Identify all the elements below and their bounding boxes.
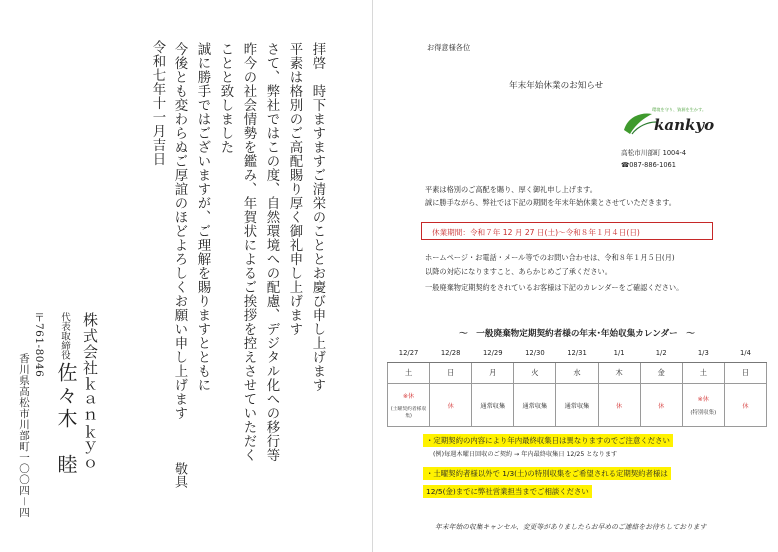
calendar-status-cell	[514, 384, 556, 427]
kankyo-logo	[618, 104, 728, 144]
calendar-status: 通常収集	[522, 402, 548, 410]
calendar-status: 休	[447, 402, 454, 410]
calendar-status-cell	[388, 384, 430, 427]
calendar-date: 12/29	[472, 344, 514, 363]
calendar-weekday: 日	[430, 363, 472, 384]
calendar-weekday: 月	[472, 363, 514, 384]
calendar-date: 12/31	[556, 344, 598, 363]
calendar-note-3: 12/5(金)までに弊社営業担当までご相談ください	[423, 485, 592, 498]
company-name: 株式会社ｋａｎｋｙｏ	[81, 312, 99, 472]
calendar-note-2: ・土曜契約者様以外で 1/3(土)の特別収集をご希望される定期契約者様は	[423, 467, 671, 480]
calendar-status-cell	[556, 384, 598, 427]
notice-phone: ☎087-886-1061	[621, 161, 676, 169]
salutation: お得意様各位	[427, 43, 471, 52]
calendar-status-cell	[598, 384, 640, 427]
letter-closing: 敬具	[172, 462, 187, 488]
calendar-weekday: 土	[388, 363, 430, 384]
calendar-status: ※休	[697, 396, 709, 403]
holiday-period-box	[421, 222, 713, 240]
notice-title: 年末年始休業のお知らせ	[509, 81, 604, 91]
notice-address: 高松市川部町 1004-4	[621, 149, 687, 157]
letter-line-4: 昨今の社会情勢を鑑み、年賀状によるご挨拶を控えさせていただく	[241, 42, 256, 462]
greeting-letter-page	[0, 0, 373, 552]
letter-line-2: 平素は格別のご高配賜り厚く御礼申し上げます	[287, 42, 302, 336]
letter-line-3: さて、弊社ではこの度、自然環境への配慮、デジタル化への移行等	[264, 42, 279, 462]
calendar-date: 12/27	[388, 344, 430, 363]
calendar-status: 休	[658, 402, 665, 410]
calendar-status: 休	[742, 402, 749, 410]
calendar-date: 1/3	[682, 344, 724, 363]
calendar-status-cell	[430, 384, 472, 427]
representative-title: 代表取締役	[59, 312, 70, 360]
calendar-date: 12/28	[430, 344, 472, 363]
calendar-weekday: 金	[640, 363, 682, 384]
letter-line-7: 今後とも変わらぬご厚誼のほどよろしくお願い申し上げます	[172, 42, 187, 420]
calendar-weekday: 日	[724, 363, 766, 384]
calendar-status: ※休	[402, 393, 415, 400]
calendar-status-note: (特別収集)	[690, 410, 717, 416]
calendar-status-cell	[640, 384, 682, 427]
letter-line-1: 拝啓 時下ますますご清栄のこととお慶び申し上げます	[310, 42, 325, 392]
calendar-status-note: (土曜契約者様収集)	[390, 407, 427, 419]
calendar-status-cell	[724, 384, 766, 427]
representative-name: 佐々木 睦	[54, 362, 78, 477]
collection-calendar	[387, 344, 767, 427]
notice-body-5: 一般廃棄物定期契約をされているお客様は下記のカレンダーをご確認ください。	[425, 283, 684, 292]
calendar-weekday: 木	[598, 363, 640, 384]
letter-line-6: 誠に勝手ではございますが、ご理解を賜りますとともに	[195, 42, 210, 392]
calendar-date: 1/4	[724, 344, 766, 363]
postal-code: 〒761-8046	[33, 312, 45, 378]
calendar-status-cell	[472, 384, 514, 427]
calendar-status: 通常収集	[480, 402, 506, 410]
holiday-notice-page	[373, 0, 778, 552]
logo-tagline: 環境を守り、資源を生かす。	[652, 107, 707, 112]
holiday-period-text: 休業期間：令和７年 12 月 27 日(土)～令和８年１月４日(日)	[432, 228, 640, 237]
calendar-note-example: (例)毎週木曜日回収のご契約 → 年内最終収集日 12/25 となります	[433, 451, 618, 458]
calendar-weekday: 土	[682, 363, 724, 384]
logo-wordmark: kankyo	[654, 116, 715, 134]
calendar-date: 12/30	[514, 344, 556, 363]
notice-body-4: 以降の対応になりますこと、あらかじめご了承ください。	[425, 267, 612, 276]
calendar-title: ～ 一般廃棄物定期契約者様の年末･年始収集カレンダー ～	[459, 329, 695, 339]
calendar-status: 休	[616, 402, 623, 410]
company-address: 香川県高松市川部町一〇〇四－四	[18, 353, 30, 518]
notice-body-2: 誠に勝手ながら、弊社では下記の期間を年末年始休業とさせていただきます。	[425, 198, 676, 207]
letter-date: 令和七年十一月吉日	[150, 40, 165, 166]
calendar-status: 通常収集	[564, 402, 590, 410]
calendar-weekday: 水	[556, 363, 598, 384]
calendar-weekday: 火	[514, 363, 556, 384]
notice-footer: 年末年始の収集キャンセル、変更等がありましたらお早めのご連絡をお待ちしております	[435, 523, 707, 531]
calendar-weekday-row	[388, 363, 767, 384]
calendar-status-row	[388, 384, 767, 427]
calendar-dates-row	[388, 344, 767, 363]
letter-line-5: ことと致しました	[218, 42, 233, 154]
calendar-status-cell	[682, 384, 724, 427]
notice-body-3: ホームページ・お電話・メール等でのお問い合わせは、令和８年１月５日(月)	[425, 253, 675, 262]
calendar-date: 1/2	[640, 344, 682, 363]
calendar-date: 1/1	[598, 344, 640, 363]
notice-body-1: 平素は格別のご高配を賜り、厚く御礼申し上げます。	[425, 185, 597, 194]
calendar-note-1: ・定期契約の内容により年内最終収集日は異なりますのでご注意ください	[423, 434, 673, 447]
